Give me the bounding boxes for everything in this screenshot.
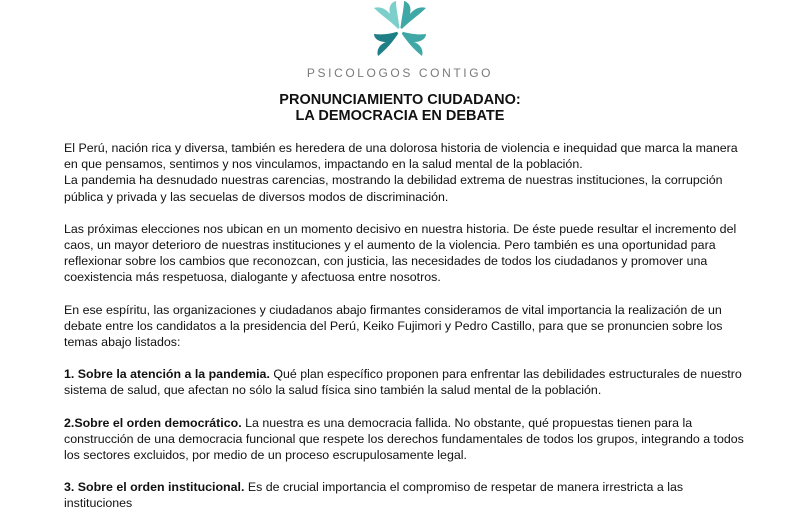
hands-logo-icon: [352, 0, 448, 62]
document-title: [0, 92, 800, 124]
title-line-2: LA DEMOCRACIA EN DEBATE: [295, 108, 505, 124]
item-heading: 2.Sobre el orden democrático.: [64, 415, 242, 430]
item-heading: 1. Sobre la atención a la pandemia.: [64, 367, 270, 382]
paragraph-elections: Las próximas elecciones nos ubican en un momento decisivo en nuestra historia. De éste puede resultar el incremento del caos, un mayor deterioro de nuestras instituciones y el aumento de la violencia. Pero también es una oportunidad para reflexionar sobre los cambios que reconozcan, con justicia, las necesidades de todos los ciudadanos y promover una coexistencia más respetuosa, dialogante y afectuosa entre nosotros.: [64, 221, 737, 285]
list-item: [64, 479, 744, 511]
title-line-1: PRONUNCIAMIENTO CIUDADANO:: [279, 92, 521, 108]
organization-name: PSICOLOGOS CONTIGO: [306, 66, 494, 80]
paragraph-intro: El Perú, nación rica y diversa, también es heredera de una dolorosa historia de violencia e inequidad que marca la manera en que pensamos, sentimos y nos vinculamos, impactando en la salud mental de la población.: [64, 141, 738, 172]
document-body: [64, 140, 744, 512]
list-item: [64, 415, 744, 464]
item-heading: 3. Sobre el orden institucional.: [64, 480, 245, 495]
item-text: La nuestra es una democracia fallida. No obstante, qué propuestas tienen para la construcción de una democracia funcional que respete los derechos fundamentales de todos los grupos, integrando a todos los sectores excluidos, por medio de un proceso escrupulosamente legal.: [64, 415, 744, 463]
item-text: Qué plan específico proponen para enfrentar las debilidades estructurales de nuestro sistema de salud, que afectan no sólo la salud física sino también la salud mental de la población.: [64, 367, 742, 398]
paragraph-debate-call: En ese espíritu, las organizaciones y ciudadanos abajo firmantes consideramos de vital importancia la realización de un debate entre los candidatos a la presidencia del Perú, Keiko Fujimori y Pedro Castillo, para que se pronuncien sobre los temas abajo listados:: [64, 302, 723, 350]
paragraph-pandemic: La pandemia ha desnudado nuestras carencias, mostrando la debilidad extrema de nuestras instituciones, la corrupción pública y privada y las secuelas de diversos modos de discriminación.: [64, 173, 723, 204]
list-item: [64, 366, 744, 398]
item-text: Es de crucial importancia el compromiso de respetar de manera irrestricta a las instituciones: [64, 480, 684, 511]
